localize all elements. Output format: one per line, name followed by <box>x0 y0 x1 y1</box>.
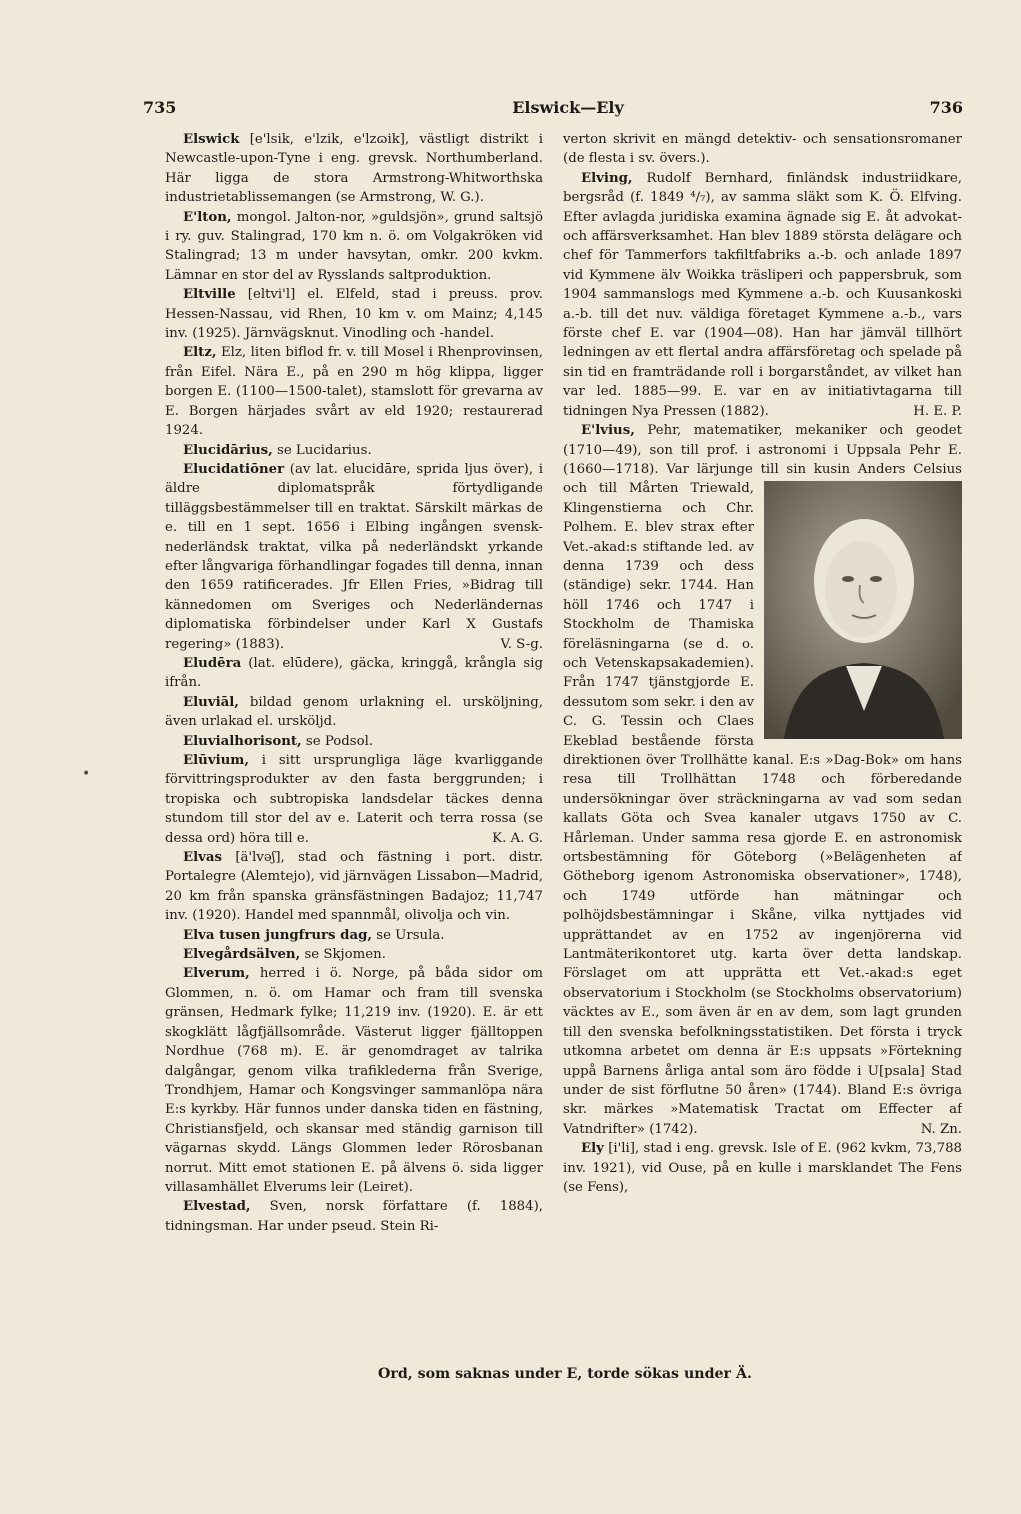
headword: Elvas <box>183 850 223 866</box>
entry-text: mongol. Jalton-nor, »guldsjön», grund saltsjö i ry. guv. Stalingrad, 170 km n. ö. om Volgakröken vid Stalingrad; 13 m under havsytan, omkr. 200 kvkm. Lämnar en stor del av Rysslands saltproduktion. <box>165 209 543 283</box>
headword: Eltz, <box>183 345 217 361</box>
entry-text: herred i ö. Norge, på båda sidor om Glommen, n. ö. om Hamar och fram till svenska gränsen, Hedmark fylke; 11,219 inv. (1920). E. är ett skogklätt lågfjällsområde. Västerut ligger fjälltoppen Nordhue (768 m). E. är genomdraget av talrika dalgångar, genom vilka trafiklederna från Sverige, Trondhjem, Hamar och Kongsvinger sammanlöpa nära E:s kyrkby. Här funnos under danska tiden en fästning, Christiansfjeld, och skansar med ständig garnison till vägarnas skydd. Längs Glommen leder Rörosbanan norrut. Mitt emot stationen E. på älvens ö. sida ligger villasamhället Elverums leir (Leiret). <box>165 966 543 1195</box>
margin-mark: • <box>82 766 91 782</box>
entry-text: se Podsol. <box>301 733 374 749</box>
entry-eluvial <box>165 693 543 732</box>
headword: Eltville <box>183 287 236 303</box>
entry-text: [ä'lvəʃ], stad och fästning i port. distr. Portalegre (Alemtejo), vid järnvägen Lissabon—Madrid, 20 km från spanska gränsfästningen Badajoz; 11,747 inv. (1920). Handel med spannmål, olivolja och vin. <box>165 850 543 924</box>
headword: Elva tusen jungfrurs dag, <box>183 927 373 943</box>
headword: Elverum, <box>183 966 250 982</box>
running-title: Elswick—Ely <box>512 98 624 117</box>
entry-eltz <box>165 343 543 440</box>
entry-text: [e'lsik, e'lzik, e'lzɷik], västligt distrikt i Newcastle-upon-Tyne i eng. grevsk. Northumberland. Här ligga de stora Armstrong-Whitworthska industrietablissemangen (se Armstrong, W. G.). <box>165 132 543 206</box>
entry-text: (av lat. elucidāre, sprida ljus över), i äldre diplomatspråk förtydligande tilläggsbestämmelser till en traktat. Särskilt märkas de e. till en 1 sept. 1656 i Elbing ingången svensk-nederländsk traktat, vilka på nederländskt yrkande efter långvariga förhandlingar fogades till denna, innan den 1659 ratificerades. Jfr Ellen Fries, »Bidrag till kännedomen om Sveriges och Nederländernas diplomatiska förbindelser under Karl X Gustafs regering» (1883). <box>165 461 543 652</box>
entry-text: se Lucidarius. <box>272 442 372 458</box>
entry-elton <box>165 208 543 286</box>
signature: K. A. G. <box>492 830 543 846</box>
headword: Eluviāl, <box>183 694 239 710</box>
headword: E'lton, <box>183 209 232 225</box>
right-column <box>563 130 962 1340</box>
headword: Elswick <box>183 132 240 147</box>
headword: Elucidārius, <box>183 442 273 458</box>
entry-text-head <box>563 423 962 1137</box>
entry-text: bildad genom urlakning el. ursköljning, även urlakad el. ursköljd. <box>165 694 543 730</box>
entry-elswick <box>165 130 543 208</box>
entry-elva-tusen <box>165 926 543 945</box>
signature: H. E. P. <box>913 403 962 419</box>
entry-text: i sitt ursprungliga läge kvarliggande förvittringsprodukter av den fasta berggrunden; i tropiska och subtropiska landsdelar täckes denna stundom till stor del av e. Laterit och terra rossa (se dessa ord) höra till e. <box>165 753 543 846</box>
page-number-right: 736 <box>929 98 963 117</box>
entry-elving <box>563 169 962 421</box>
running-header <box>143 98 963 118</box>
footer-note: Ord, som saknas under E, torde sökas under Ä. <box>378 1366 752 1382</box>
portrait-figure <box>764 481 962 739</box>
entry-text: [eltvi'l] el. Elfeld, stad i preuss. prov. Hessen-Nassau, vid Rhen, 10 km v. om Mainz; 4,145 inv. (1925). Järnvägsknut. Vinodling och -handel. <box>165 287 543 342</box>
entry-text: Rudolf Bernhard, finländsk industriidkare, bergsråd (f. 1849 ⁴/₇), av samma släkt som K. Ö. Elfving. Efter avlagda juridiska examina ägnade sig E. åt advokat- och affärsverksamhet. Han blev 1889 största delägare och chef för Tammerfors takfiltfabriks a.-b. och anlade 1897 vid Kymmene älv Woikka träsliperi och pappersbruk, som 1904 sammanslogs med Kymmene a.-b. och Kuusankoski a.-b. till det nuv. väldiga företaget Kymmene a.-b., vars förste chef E. var (1904—08). Han har jämväl tillhört ledningen av ett flertal andra affärsföretag och spelade på sin tid en framträdande roll i borgarståndet, av vilket han var led. 1885—99. E. var en av initiativtagarna till tidningen Nya Pressen (1882). <box>563 170 962 419</box>
page-number-left: 735 <box>143 98 177 117</box>
headword: Elucidatiōner <box>183 461 285 477</box>
entry-text: Elz, liten biflod fr. v. till Mosel i Rhenprovinsen, från Eifel. Nära E., på en 290 m hög klippa, ligger borgen E. (1100—1500-talet), stamslott för grevarna av E. Borgen härjades svårt av eld 1920; restaurerad 1924. <box>165 345 543 439</box>
entry-elvius <box>563 421 962 1139</box>
entry-ely <box>563 1139 962 1197</box>
entry-text: se Ursula. <box>372 927 445 943</box>
entry-text: se Skjomen. <box>300 947 386 963</box>
entry-continuation: verton skrivit en mängd detektiv- och sensationsromaner (de flesta i sv. övers.). <box>563 132 962 167</box>
entry-elvegardsalven <box>165 945 543 964</box>
entry-elucidationer <box>165 460 543 654</box>
entry-eluvium <box>165 751 543 848</box>
headword: Eluvialhorisont, <box>183 733 302 749</box>
signature: N. Zn. <box>920 1121 962 1137</box>
entry-text: Pehr, matematiker, mekaniker och geodet (1710—49), son till prof. i astronomi i Uppsala Pehr E. (1660—1718). Var lärjunge till sin kusin Anders Celsius och till Mårten Triewald, <box>563 423 962 497</box>
entry-text: Sven, norsk författare (f. 1884), tidningsman. Har under pseud. Stein Ri- <box>165 1199 543 1234</box>
entry-eluvialhorisont <box>165 732 543 751</box>
portrait-image <box>764 481 962 739</box>
entry-eltville <box>165 285 543 343</box>
entry-elvestad <box>165 1197 543 1236</box>
headword: E'lvius, <box>581 423 635 439</box>
headword: Eludēra <box>183 655 242 671</box>
headword: Elvestad, <box>183 1199 251 1215</box>
entry-text: [i'li], stad i eng. grevsk. Isle of E. (962 kvkm, 73,788 inv. 1921), vid Ouse, på en kulle i marsklandet The Fens (se Fens), <box>563 1141 962 1195</box>
entry-text: (lat. elūdere), gäcka, kringgå, krångla sig ifrån. <box>165 655 543 691</box>
signature: V. S-g. <box>500 636 543 652</box>
headword: Elūvium, <box>183 753 249 768</box>
entry-elvas <box>165 848 543 926</box>
entry-text: Klingenstierna och Chr. Polhem. E. blev strax efter Vet.-akad:s stiftande led. av denna 1739 och dess (ständige) sekr. 1744. Han höll 1746 och 1747 i Stockholm de Thamiska föreläsningarna (se d. o. och Vetenskapsakademien). Från 1747 tjänstgjorde E. dessutom som sekr. i den av C. G. Tessin och Claes Ekeblad bestående första direktionen över Trollhätte kanal. E:s »Dag-Bok» om hans resa till Trollhättan 1748 och förberedande undersökningar över sträckningarna av vad som sedan kallats Göta och Svea kanaler utgavs 1750 av C. Hårleman. Under samma resa gjorde E. en astronomisk ortsbestämning för Göteborg (»Belägenheten af Götheborg igenom Astronomiska observationer», 1748), och 1749 utförde han mätningar och polhöjdsbestämningar i Skåne, vilka nyttjades vid upprättandet av en 1752 av ingenjörerna vid Lantmäterikontoret utg. karta över detta landskap. Förslaget om att upprätta ett Vet.-akad:s eget observatorium i Stockholm (se Stockholms observatorium) väcktes av E., som även är en av dem, som lagt grunden till den svenska befolkningsstatistiken. Det första i tryck utkomna arbetet om denna är E:s uppsats »Förtekning uppå Barnens årliga antal som äro födde i U[psala] Stad under de sist förflutne 50 åren» (1744). Bland E:s övriga skr. märkes »Matematisk Tractat om Effecter af Vatndrifter» (1742). <box>563 500 962 1137</box>
left-column <box>165 130 543 1352</box>
headword: Ely <box>581 1141 604 1157</box>
headword: Elvegårdsälven, <box>183 947 301 963</box>
entry-eludera <box>165 654 543 693</box>
entry-elucidarius <box>165 441 543 460</box>
headword: Elving, <box>581 170 633 186</box>
entry-elverum <box>165 964 543 1197</box>
